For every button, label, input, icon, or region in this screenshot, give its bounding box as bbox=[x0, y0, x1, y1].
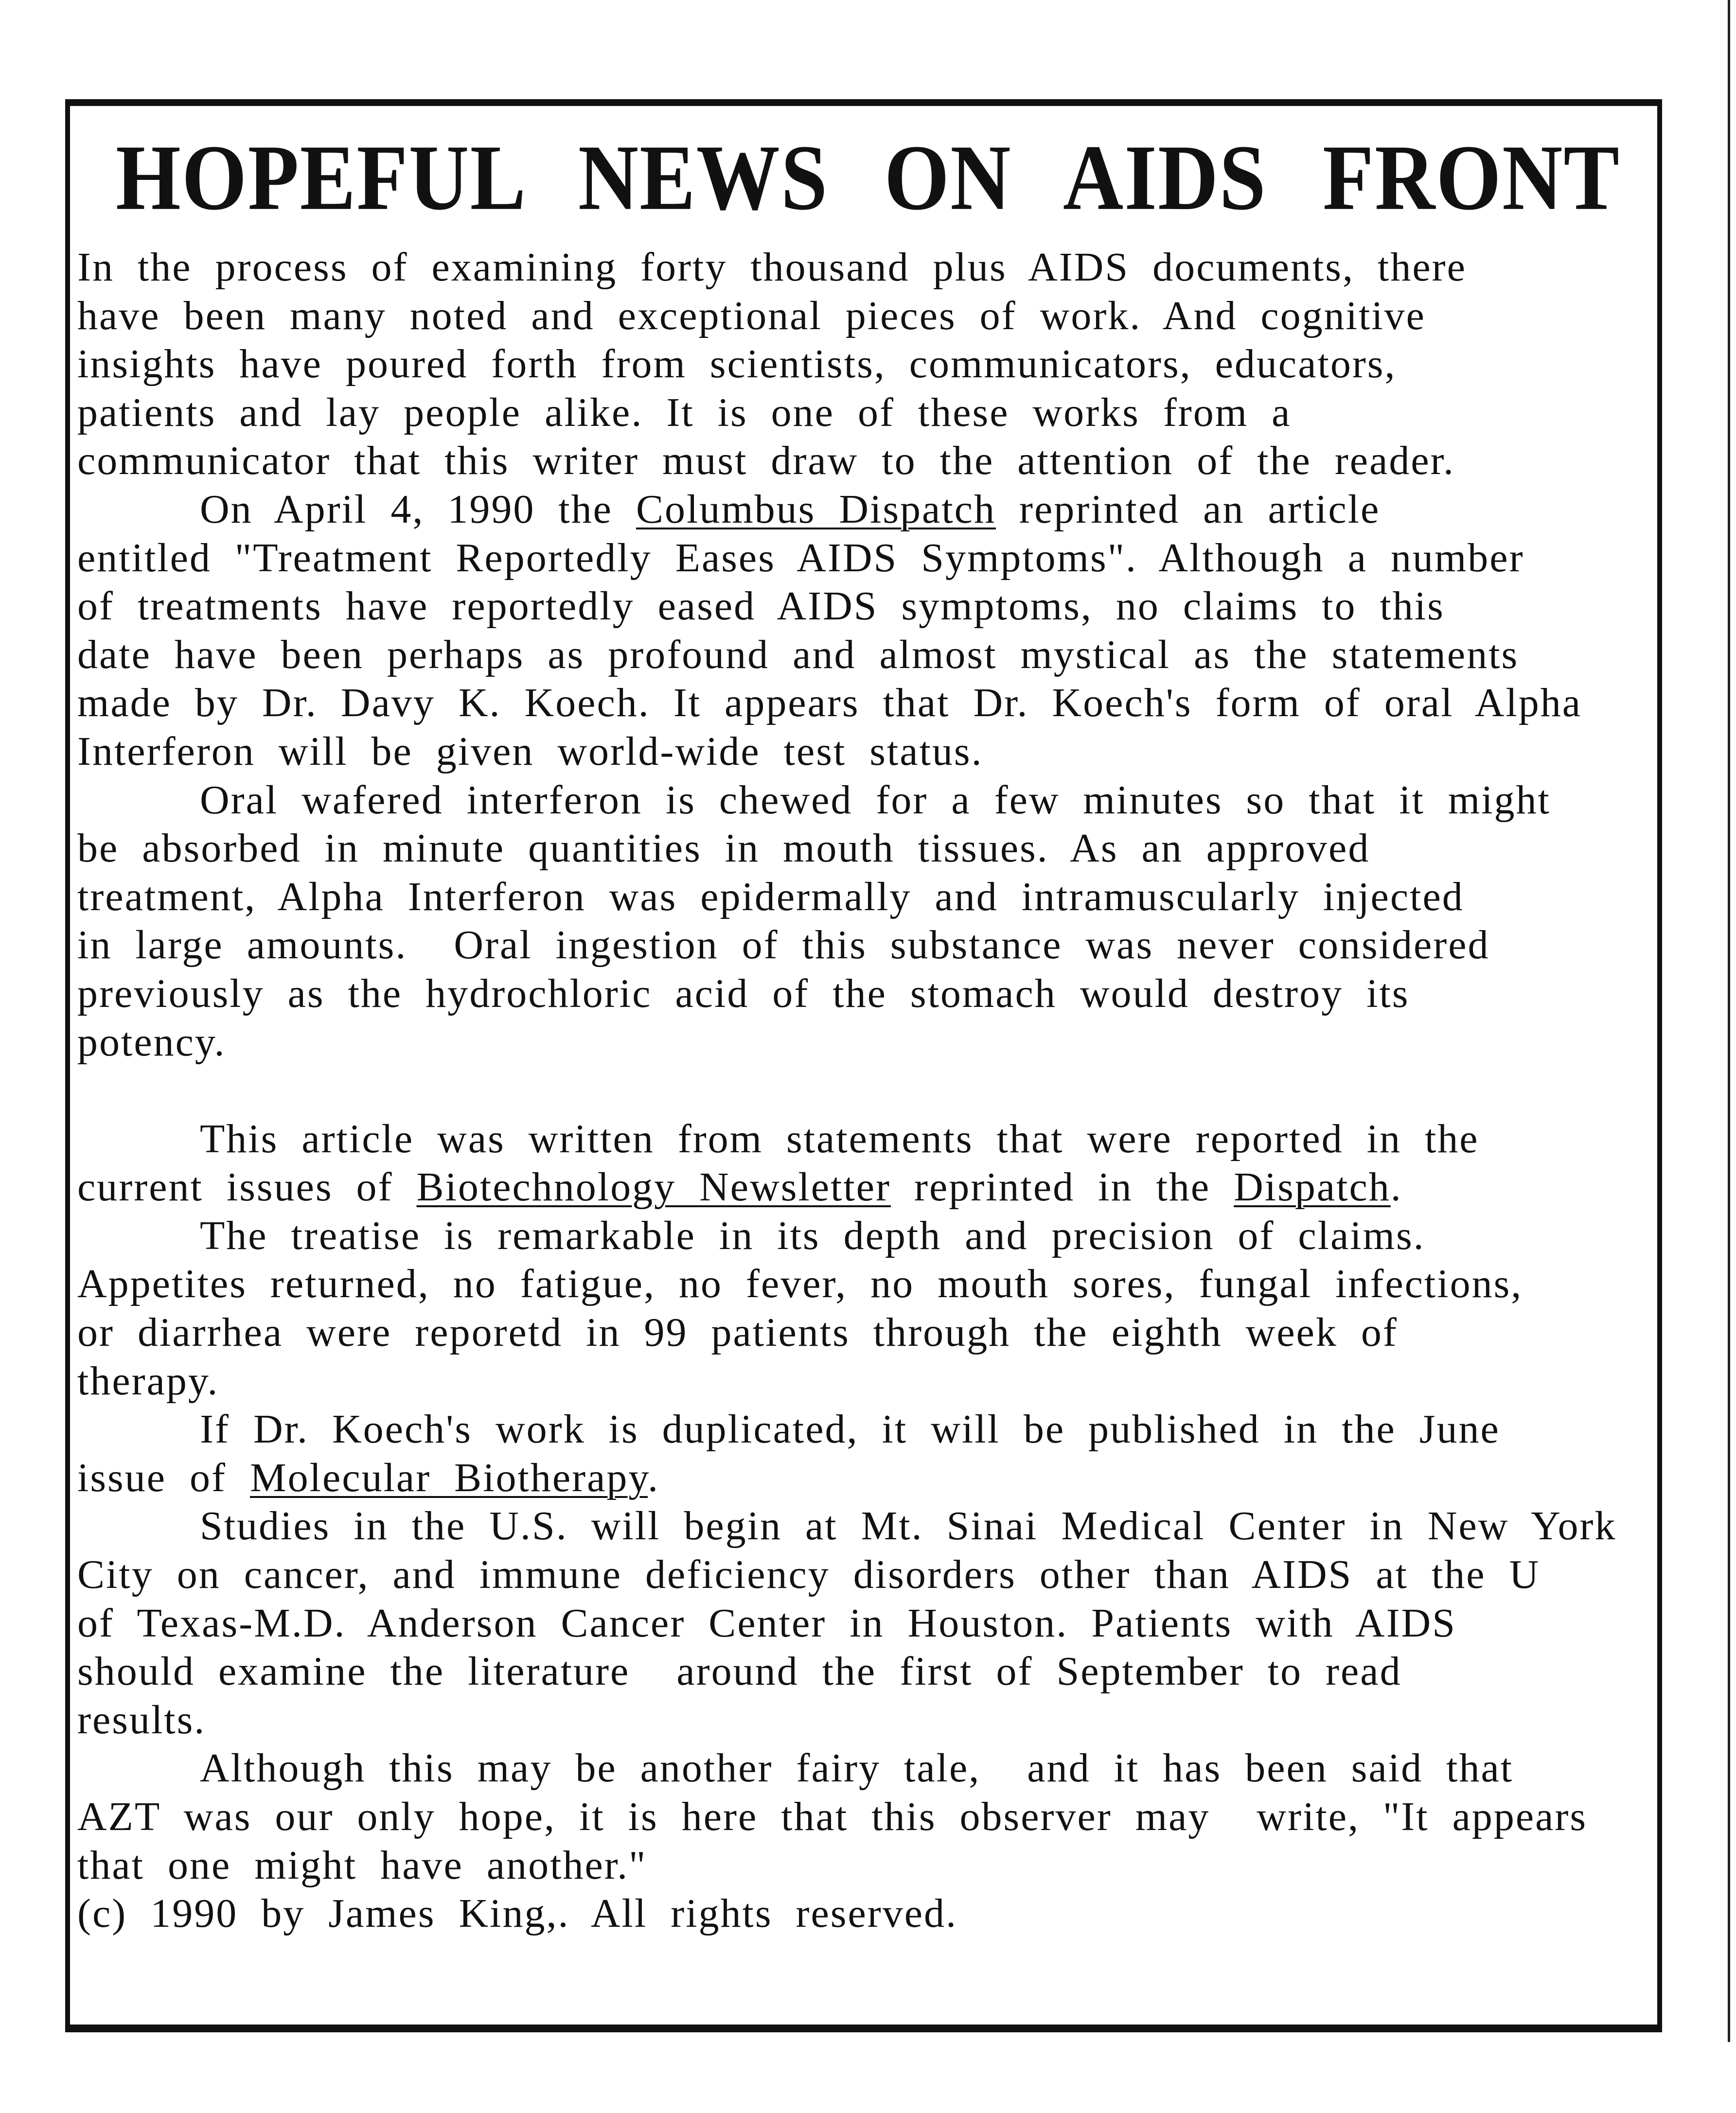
text-segment: of Texas-M.D. Anderson Cancer Center in Houston. Patients with AIDS bbox=[77, 1600, 1456, 1646]
text-line bbox=[77, 631, 1648, 679]
publication-title: Biotechnology Newsletter bbox=[416, 1164, 891, 1210]
text-line bbox=[77, 1744, 1648, 1793]
text-line bbox=[77, 292, 1648, 340]
text-segment: or diarrhea were reporetd in 99 patients through the eighth week of bbox=[77, 1310, 1398, 1356]
text-line bbox=[77, 1308, 1648, 1357]
text-line bbox=[77, 727, 1648, 776]
text-line bbox=[77, 1018, 1648, 1067]
text-segment: The treatise is remarkable in its depth and precision of claims. bbox=[200, 1213, 1425, 1258]
text-segment: in large amounts. Oral ingestion of this substance was never considered bbox=[77, 922, 1490, 968]
text-line bbox=[77, 243, 1648, 292]
text-line bbox=[77, 1357, 1648, 1406]
text-line bbox=[77, 921, 1648, 969]
text-segment: of treatments have reportedly eased AIDS symptoms, no claims to this bbox=[77, 583, 1445, 629]
text-segment: If Dr. Koech's work is duplicated, it will be published in the June bbox=[200, 1407, 1500, 1452]
text-line bbox=[77, 1647, 1648, 1696]
publication-title: Columbus Dispatch bbox=[636, 486, 996, 532]
text-line bbox=[77, 1696, 1648, 1744]
article-title: HOPEFUL NEWS ON AIDS FRONT bbox=[116, 126, 1620, 230]
text-line bbox=[77, 1502, 1648, 1550]
text-segment: Although this may be another fairy tale, and it has been said that bbox=[200, 1745, 1514, 1791]
text-segment: This article was written from statements that were reported in the bbox=[200, 1116, 1479, 1162]
text-segment: insights have poured forth from scientists, communicators, educators, bbox=[77, 341, 1397, 387]
text-segment: have been many noted and exceptional pieces of work. And cognitive bbox=[77, 293, 1426, 338]
text-line bbox=[77, 1066, 1648, 1115]
text-line bbox=[77, 388, 1648, 437]
text-line bbox=[77, 1841, 1648, 1890]
text-line bbox=[77, 1454, 1648, 1502]
text-line bbox=[77, 1115, 1648, 1163]
text-segment: that one might have another." bbox=[77, 1842, 647, 1888]
text-line bbox=[77, 485, 1648, 534]
text-segment: should examine the literature around the first of September to read bbox=[77, 1649, 1402, 1694]
text-line bbox=[77, 679, 1648, 727]
text-segment: AZT was our only hope, it is here that this observer may write, "It appears bbox=[77, 1794, 1588, 1839]
page-edge bbox=[1728, 0, 1730, 2042]
text-segment: On April 4, 1990 the bbox=[200, 486, 636, 532]
text-segment: Studies in the U.S. will begin at Mt. Sinai Medical Center in New York bbox=[200, 1503, 1617, 1549]
text-line bbox=[77, 437, 1648, 485]
text-segment: issue of bbox=[77, 1455, 250, 1500]
text-segment: Oral wafered interferon is chewed for a few minutes so that it might bbox=[200, 777, 1551, 823]
text-segment: (c) 1990 by James King,. All rights reserved. bbox=[77, 1891, 958, 1937]
text-segment: treatment, Alpha Interferon was epidermally and intramuscularly injected bbox=[77, 874, 1464, 919]
text-segment: Appetites returned, no fatigue, no fever, no mouth sores, fungal infections, bbox=[77, 1261, 1523, 1307]
text-segment: City on cancer, and immune deficiency disorders other than AIDS at the U bbox=[77, 1552, 1541, 1598]
text-segment: In the process of examining forty thousand plus AIDS documents, there bbox=[77, 245, 1467, 290]
text-line bbox=[77, 340, 1648, 388]
text-segment: . bbox=[647, 1455, 659, 1500]
text-segment: patients and lay people alike. It is one of these works from a bbox=[77, 389, 1292, 435]
text-segment: results. bbox=[77, 1697, 206, 1743]
text-segment: made by Dr. Davy K. Koech. It appears that Dr. Koech's form of oral Alpha bbox=[77, 680, 1582, 726]
article-body bbox=[77, 243, 1648, 1938]
text-line bbox=[77, 824, 1648, 873]
text-line bbox=[77, 1599, 1648, 1648]
text-line bbox=[77, 582, 1648, 631]
text-segment: . bbox=[1390, 1164, 1402, 1210]
text-line bbox=[77, 969, 1648, 1018]
text-line bbox=[77, 1550, 1648, 1599]
text-line bbox=[77, 534, 1648, 582]
text-segment: date have been perhaps as profound and almost mystical as the statements bbox=[77, 632, 1519, 677]
publication-title: Dispatch bbox=[1234, 1164, 1391, 1210]
text-line bbox=[77, 873, 1648, 921]
text-segment: Interferon will be given world-wide test status. bbox=[77, 728, 983, 774]
text-segment: be absorbed in minute quantities in mouth tissues. As an approved bbox=[77, 826, 1370, 871]
text-line bbox=[77, 1405, 1648, 1454]
text-line bbox=[77, 1212, 1648, 1260]
text-segment: previously as the hydrochloric acid of the stomach would destroy its bbox=[77, 970, 1410, 1016]
text-segment: potency. bbox=[77, 1019, 226, 1065]
text-segment: entitled "Treatment Reportedly Eases AIDS Symptoms". Although a number bbox=[77, 535, 1524, 581]
text-line bbox=[77, 1889, 1648, 1938]
text-segment: communicator that this writer must draw to the attention of the reader. bbox=[77, 438, 1455, 484]
text-segment: reprinted an article bbox=[995, 486, 1381, 532]
text-line bbox=[77, 776, 1648, 825]
text-line bbox=[77, 1260, 1648, 1308]
text-segment: therapy. bbox=[77, 1358, 219, 1404]
text-segment: current issues of bbox=[77, 1164, 417, 1210]
publication-title: Molecular Biotherapy bbox=[249, 1455, 648, 1500]
text-line bbox=[77, 1163, 1648, 1212]
text-line bbox=[77, 1793, 1648, 1841]
text-segment: reprinted in the bbox=[890, 1164, 1234, 1210]
